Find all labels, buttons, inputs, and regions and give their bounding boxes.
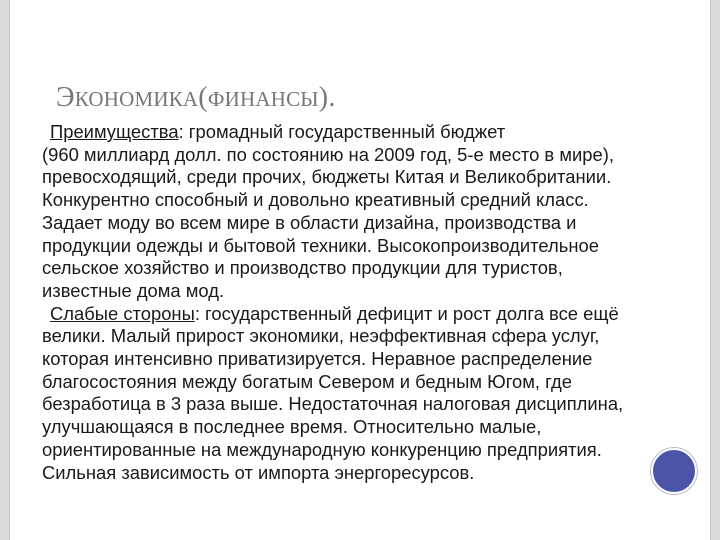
- slide: [9, 0, 711, 540]
- body-line: ориентированные на международную конкуренцию предприятия.: [42, 438, 602, 460]
- body-line: велики. Малый прирост экономики, неэффективная сфера услуг,: [42, 325, 600, 347]
- body-line: сельское хозяйство и производство продукции для туристов,: [42, 257, 563, 279]
- body-line: превосходящий, среди прочих, бюджеты Китая и Великобритании.: [42, 166, 612, 188]
- weaknesses-label: Слабые стороны: [50, 302, 195, 324]
- body-line: известные дома мод.: [42, 279, 225, 301]
- strengths-line: [42, 121, 702, 144]
- body-line: Задает моду во всем мире в области дизайна, производства и: [42, 211, 577, 233]
- body-line: Сильная зависимость от импорта энергоресурсов.: [42, 461, 475, 483]
- body-line: Конкурентно способный и довольно креативный средний класс.: [42, 189, 589, 211]
- title-sub: ФИНАНСЫ: [207, 87, 319, 111]
- weaknesses-text: : государственный дефицит и рост долга все ещё: [194, 302, 619, 324]
- body-line: улучшающаяся в последнее время. Относительно малые,: [42, 416, 542, 438]
- body-line: благосостояния между богатым Севером и бедным Югом, где: [42, 370, 572, 392]
- title-initial: Э: [56, 82, 75, 113]
- strengths-text: : громадный государственный бюджет: [178, 121, 506, 142]
- slide-title: [56, 82, 336, 114]
- weaknesses-line: [42, 303, 702, 326]
- title-paren-close: ).: [318, 82, 336, 113]
- slide-body: [42, 121, 702, 484]
- body-line: безработица в 3 раза выше. Недостаточная налоговая дисциплина,: [42, 393, 624, 415]
- decorative-circle: [651, 448, 697, 494]
- body-line: продукции одежды и бытовой техники. Высокопроизводительное: [42, 234, 599, 256]
- strengths-label: Преимущества: [50, 121, 179, 142]
- title-main: КОНОМИКА: [74, 87, 199, 111]
- body-line: которая интенсивно приватизируется. Неравное распределение: [42, 348, 593, 370]
- title-paren-open: (: [198, 82, 208, 113]
- body-line: (960 миллиард долл. по состоянию на 2009 год, 5-е место в мире),: [42, 143, 614, 165]
